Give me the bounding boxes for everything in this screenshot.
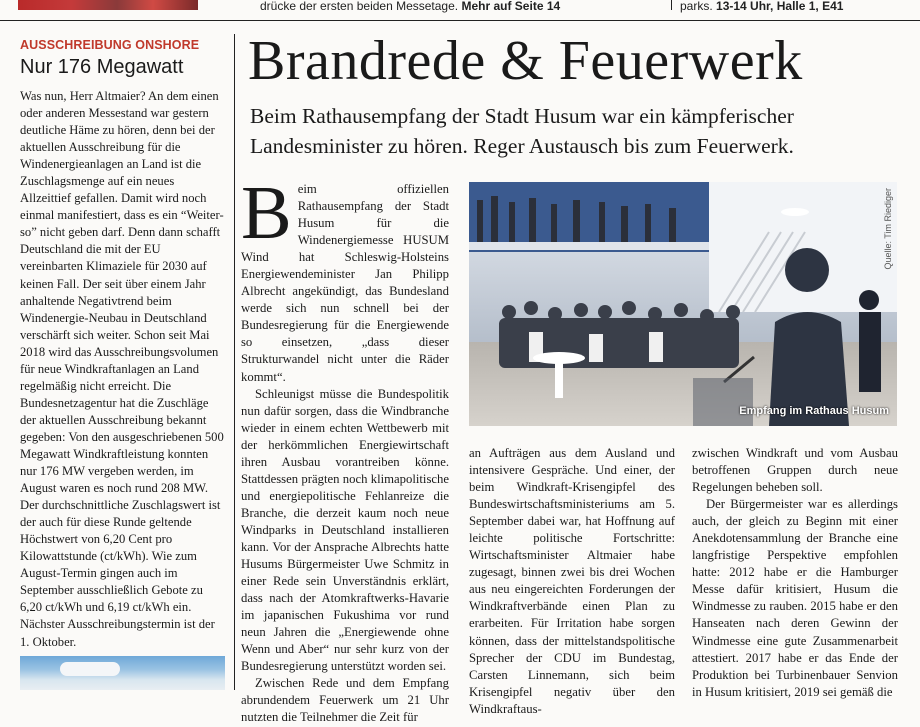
paragraph: eim offiziellen Rathausempfang der Stadt Husum für die Windenergiemesse HUSUM Wind hat Schleswig-Holsteins Energiewendeminister Jan Philipp Albrecht angekündigt, das Bundesland werde sich nun schnell bei der Bundesregierung für die Energiewende so einsetzen, „dass dieser Strukturwandel nicht unter die Räder kommt“. bbox=[241, 182, 449, 384]
sidebar-article bbox=[20, 38, 225, 651]
paragraph: Schleunigst müsse die Bundespolitik nun dafür sorgen, dass die Windbranche wieder in einem echten Wettbewerb mit der herkömmlichen Energiewirtschaft ihren Ausbau vorantreiben könne. Stattdessen prägten noch klimapolitische und energiepolitische Fehlanreize die Branche, die derzeit kaum noch neue Windparks in Deutschland installieren kann. Vor der Ansprache Albrechts hatte Husums Bürgermeister Uwe Schmitz in einer Rede sein Unverständnis erklärt, dass nach der Atomkraftwerks-Havarie im japanischen Fukushima vor rund neun Jahren die „Energiewende ohne Wenn und Aber“ nur sehr kurz von der Bundesregierung unterstützt worden sei. bbox=[241, 386, 449, 674]
headline: Brandrede & Feuerwerk bbox=[248, 30, 803, 92]
top-teaser bbox=[260, 0, 560, 12]
sidebar-kicker: AUSSCHREIBUNG ONSHORE bbox=[20, 38, 200, 52]
event-time: 13-14 Uhr, Halle 1, E41 bbox=[716, 0, 844, 13]
event-prefix: parks. bbox=[680, 0, 713, 13]
top-photo-fragment bbox=[18, 0, 198, 10]
sidebar-body: Was nun, Herr Altmaier? An dem einen oder anderen Messestand war gestern deutliche Häme zu hören, denn bei der aktuellen Ausschreibung für die Windenergieanlagen an Land ist die Zuschlagsmenge auf ein neues Allzeittief gefallen. Damit wird noch einmal manifestiert, dass es ein “Weiter-so” nicht geben darf. Denn dann schafft Deutschland die mit der EU vereinbarten Klimaziele für 2030 auf keinen Fall. Der seit über einem Jahr anhaltende Negativtrend beim Windenergie-Neubau in Deutschland verschärft sich weiter. Schon seit Mai 2018 wird das Ausschreibungsvolumen für neue Windkraftanlagen an Land regelmäßig nicht erreicht. Die Bundesnetzagentur hat die Zuschläge der aktuellen Ausschreibung bekannt gegeben: Von den ausgeschriebenen 500 Megawatt Windkraftleistung konnten nur 176 MW vergeben werden, im August waren es noch rund 208 MW. Der durchschnittliche Zuschlagswert ist der auch für diese Runde geltende Höchstwert von 6,20 Cent pro Kilowattstunde (ct/kWh). Wie zum August-Termin gingen auch im September ausschließlich Gebote zu 6,20 ct/kWh und 6,19 ct/kWh ein. Nächster Ausschreibungstermin ist der 1. Oktober. bbox=[20, 89, 224, 649]
teaser-link[interactable]: Mehr auf Seite 14 bbox=[461, 0, 561, 13]
sidebar-title: Nur 176 Megawatt bbox=[20, 56, 184, 78]
top-event-info bbox=[680, 0, 843, 12]
sidebar-photo bbox=[20, 656, 225, 690]
paragraph: zwischen Windkraft und vom Ausbau betroffenen Gruppen durch neue Regelungen beheben soll. bbox=[692, 446, 898, 495]
article-column-2 bbox=[469, 445, 675, 718]
article-column-3 bbox=[692, 445, 898, 701]
paragraph: Der Bürgermeister war es allerdings auch, der gleich zu Beginn mit einer Anekdotensammlung der Branche eine langfristige Perspektive empfohlen hatte: 2012 habe er die Hamburger Messe dafür kritisiert, Husum die Windmesse zu rauben. 2015 habe er den Hanseaten nach deren Gewinn der Windmesse eine gute Zusammenarbeit attestiert. 2017 habe er das Ende der Produktion bei Turbinenbauer Senvion in Husum kritisiert, 2019 sei gemäß die bbox=[692, 497, 898, 699]
paragraph: an Aufträgen aus dem Ausland und intensivere Gespräche. Und einer, der beim Windkraft-Krisengipfel des Bundeswirtschaftsministeriums am 5. September dabei war, hat Hoffnung auf leichte politische Fortschritte: Wirtschaftsminister Altmaier habe zugesagt, binnen zwei bis drei Wochen aus neu eingereichten Forderungen der Windkraftverbände einen Plan zu erarbeiten. Für Irritation habe sorgen können, dass der mittelstandspolitische Sprecher der CDU im Bundestag, Carsten Linnemann, sich beim Krisengipfel negativ über den Windkraftaus- bbox=[469, 446, 675, 716]
article-column-1 bbox=[241, 171, 449, 727]
paragraph: Zwischen Rede und dem Empfang abrundendem Feuerwerk um 21 Uhr nutzten die Teilnehmer die Zeit für bbox=[241, 676, 449, 725]
teaser-text: drücke der ersten beiden Messetage. bbox=[260, 0, 459, 13]
subheadline: Beim Rathausempfang der Stadt Husum war ein kämpferischer Landesminister zu hören. Reger Austausch bis zum Feuerwerk. bbox=[250, 104, 794, 158]
column-divider bbox=[234, 34, 235, 690]
photo-credit: Quelle: Tim Riediger bbox=[883, 188, 893, 270]
event-photo bbox=[469, 182, 897, 426]
event-photo-illustration bbox=[469, 182, 897, 426]
photo-caption: Empfang im Rathaus Husum bbox=[739, 405, 889, 417]
top-divider bbox=[671, 0, 672, 10]
drop-cap: B bbox=[241, 171, 292, 255]
